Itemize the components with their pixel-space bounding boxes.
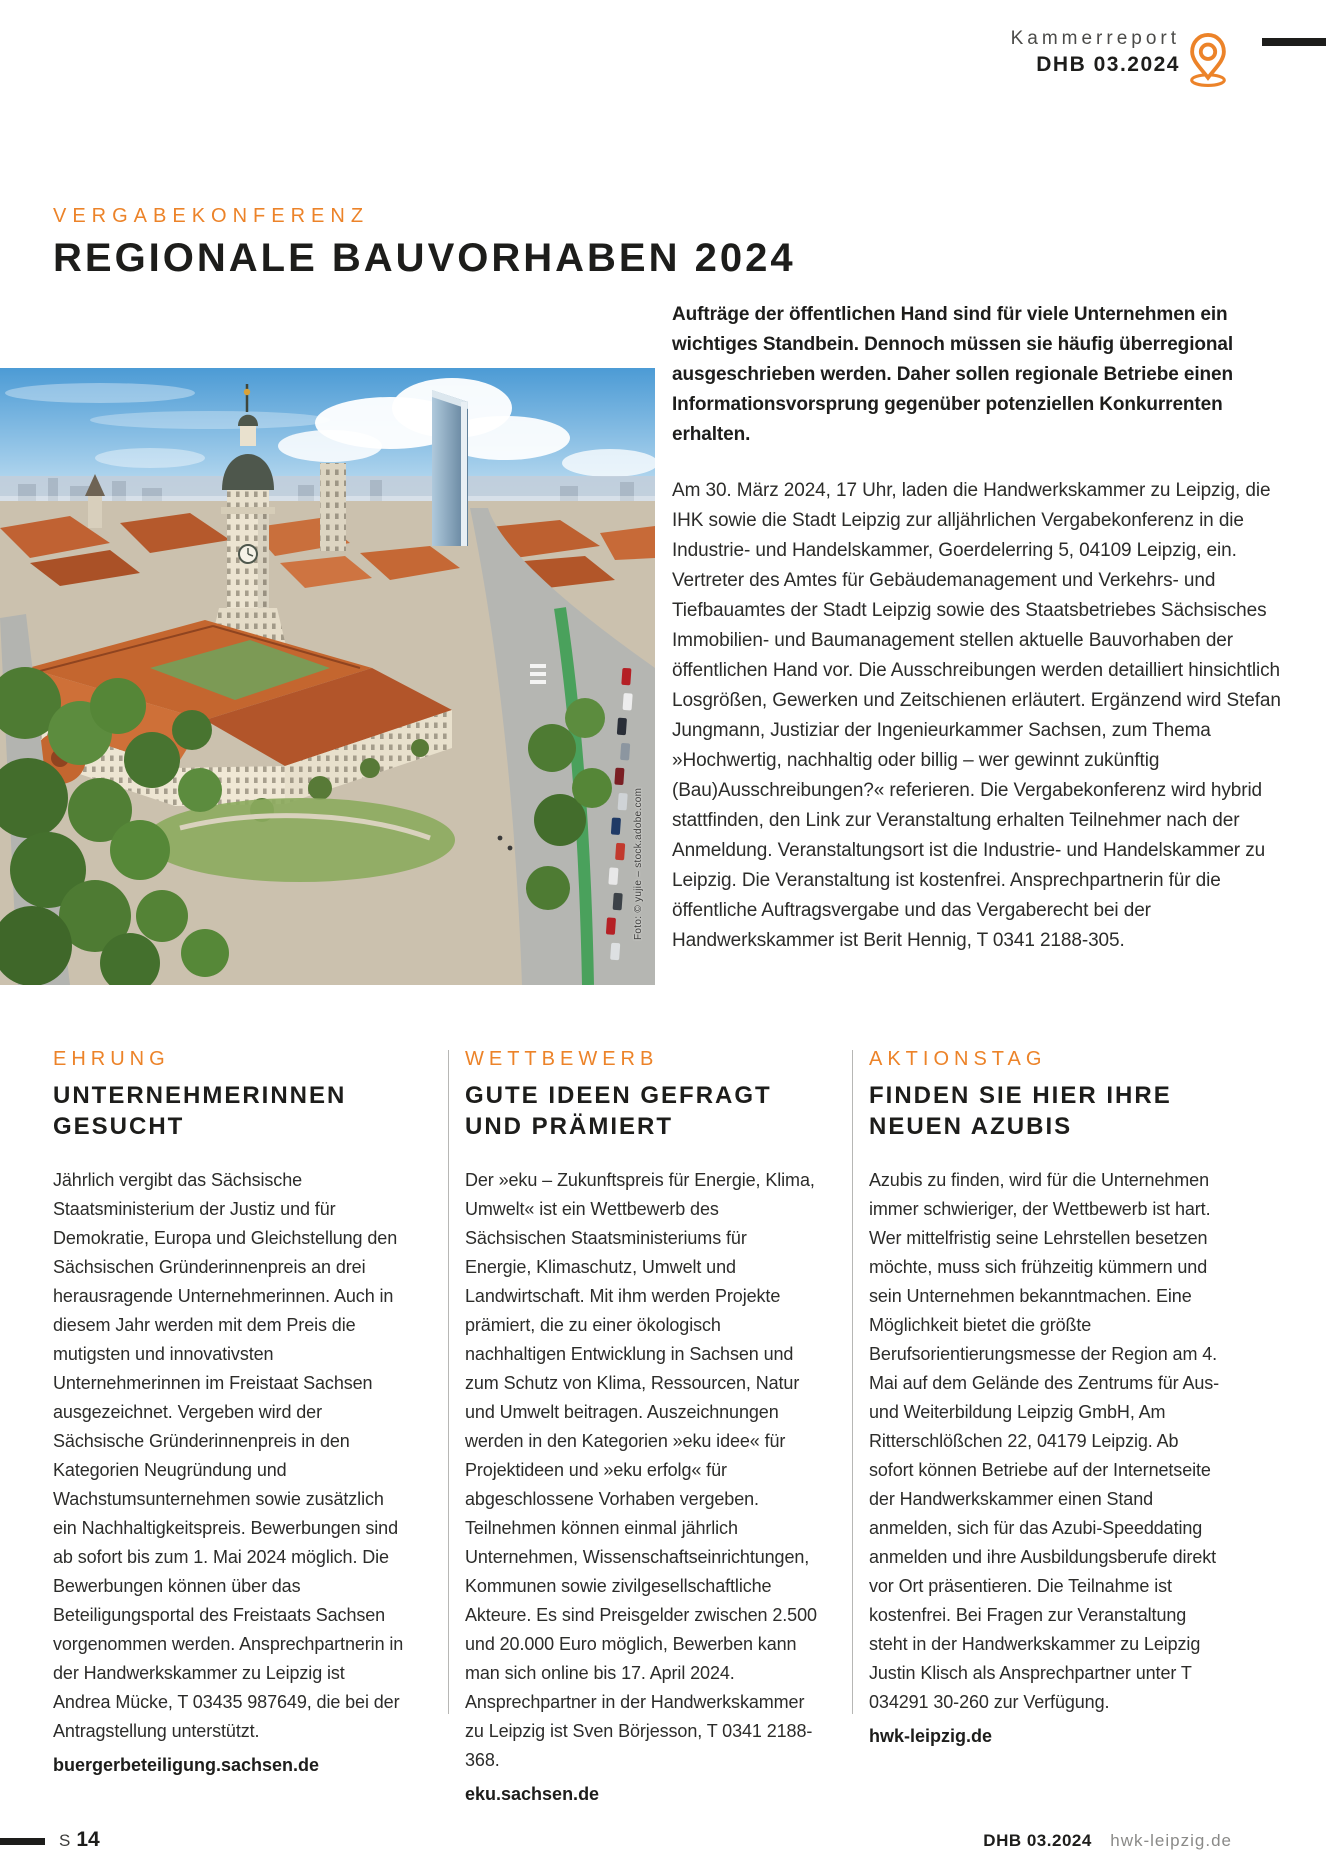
article-text-column <box>672 300 1290 956</box>
footer-website-link[interactable]: hwk-leipzig.de <box>1110 1831 1232 1850</box>
section-link[interactable]: buergerbeteiligung.sachsen.de <box>53 1755 320 1775</box>
section-link[interactable]: eku.sachsen.de <box>465 1784 600 1804</box>
column-divider <box>852 1050 853 1714</box>
section-kicker: WETTBEWERB <box>465 1048 659 1070</box>
header-issue: DHB 03.2024 <box>1036 53 1180 76</box>
page-number-value: 14 <box>76 1828 100 1851</box>
section-wettbewerb <box>465 1048 817 1809</box>
column-divider <box>448 1050 449 1714</box>
article-kicker: VERGABEKONFERENZ <box>53 205 370 227</box>
article-intro: Aufträge der öffentlichen Hand sind für viele Unternehmen ein wichtiges Standbein. Dennoch müssen sie häufig überregional ausgeschrieben werden. Daher sollen regionale Betriebe einen Informationsvorsprung gegenüber potenziellen Konkurrenten erhalten. <box>672 304 1234 445</box>
section-title: FINDEN SIE HIER IHRE NEUEN AZUBIS <box>869 1082 1172 1140</box>
article-body: Am 30. März 2024, 17 Uhr, laden die Handwerkskammer zu Leipzig, die IHK sowie die Stadt Leipzig zur alljährlichen Vergabekonferenz in die Industrie- und Handelskammer, Goerdelerring 5, 04109 Leipzig, ein. Vertreter des Amtes für Gebäudemanagement und Verkehrs- und Tiefbauamtes der Stadt Leipzig sowie des Staatsbetriebes Sächsisches Immobilien- und Baumanagement stellen aktuelle Bauvorhaben der öffentlichen Hand vor. Die Ausschreibungen werden detailliert hinsichtlich Losgrößen, Gewerken und Zeitschienen erläutert. Ergänzend wird Stefan Jungmann, Justiziar der Ingenieurkammer Sachsen, zum Thema »Hochwertig, nachhaltig oder billig – wer gewinnt zukünftig (Bau)Ausschreibungen?« referieren. Die Vergabekonferenz wird hybrid stattfinden, den Link zur Veranstaltung erhalten Teilnehmer nach der Anmeldung. Veranstaltungsort ist die Industrie- und Handelskammer zu Leipzig. Die Veranstaltung ist kostenfrei. Ansprechpartnerin für die öffentliche Auftragsvergabe und das Vergaberecht bei der Handwerkskammer ist Berit Hennig, T 0341 2188-305. <box>672 480 1281 951</box>
section-kicker: AKTIONSTAG <box>869 1048 1047 1070</box>
page-number <box>59 1828 100 1852</box>
footer-right <box>983 1831 1232 1851</box>
header-rule <box>1262 38 1326 46</box>
header-magazine-name: Kammerreport <box>1010 28 1180 49</box>
section-title: UNTERNEHMERINNEN GESUCHT <box>53 1082 347 1140</box>
leipzig-aerial-photo <box>0 368 655 985</box>
section-ehrung <box>53 1048 405 1780</box>
footer-rule <box>0 1838 45 1845</box>
location-pin-icon <box>1183 30 1233 88</box>
photo-credit: Foto: © yujie – stock.adobe.com <box>633 787 644 940</box>
section-aktionstag <box>869 1048 1225 1751</box>
section-body: Jährlich vergibt das Sächsische Staatsministerium der Justiz und für Demokratie, Europa und Gleichstellung den Sächsischen Gründerinnenpreis an drei herausragende Unternehmerinnen. Auch in diesem Jahr werden mit dem Preis die mutigsten und innovativsten Unternehmerinnen im Freistaat Sachsen ausgezeichnet. Vergeben wird der Sächsische Gründerinnenpreis in den Kategorien Neugründung und Wachstumsunternehmen sowie zusätzlich ein Nachhaltigkeitspreis. Bewerbungen sind ab sofort bis zum 1. Mai 2024 möglich. Die Bewerbungen können über das Beteiligungsportal des Freistaats Sachsen vorgenommen werden. Ansprechpartnerin in der Handwerkskammer zu Leipzig ist Andrea Mücke, T 03435 987649, die bei der Antragstellung unterstützt. <box>53 1170 404 1741</box>
section-body: Der »eku – Zukunftspreis für Energie, Klima, Umwelt« ist ein Wettbewerb des Sächsischen Staatsministeriums für Energie, Klimaschutz, Umwelt und Landwirtschaft. Mit ihm werden Projekte prämiert, die zu einer ökologisch nachhaltigen Entwicklung in Sachsen und zum Schutz von Klima, Ressourcen, Natur und Umwelt beitragen. Auszeichnungen werden in den Kategorien »eku idee« für Projektideen und »eku erfolg« für abgeschlossene Vorhaben vergeben. Teilnehmen können einmal jährlich Unternehmen, Wissenschaftseinrichtungen, Kommunen sowie zivilgesellschaftliche Akteure. Es sind Preisgelder zwischen 2.500 und 20.000 Euro möglich, Bewerben kann man sich online bis 17. April 2024. Ansprechpartner in der Handwerkskammer zu Leipzig ist Sven Börjesson, T 0341 2188-368. <box>465 1170 817 1770</box>
article-title: REGIONALE BAUVORHABEN 2024 <box>53 236 796 280</box>
section-kicker: EHRUNG <box>53 1048 170 1070</box>
section-title: GUTE IDEEN GEFRAGT UND PRÄMIERT <box>465 1082 772 1140</box>
section-body: Azubis zu finden, wird für die Unternehmen immer schwieriger, der Wettbewerb ist hart. Wer mittelfristig seine Lehrstellen besetzen möchte, muss sich frühzeitig kümmern und sein Unternehmen bekanntmachen. Eine Möglichkeit bietet die größte Berufsorientierungsmesse der Region am 4. Mai auf dem Gelände des Zentrums für Aus- und Weiterbildung Leipzig GmbH, Am Ritterschlößchen 22, 04179 Leipzig. Ab sofort können Betriebe auf der Internetseite der Handwerkskammer einen Stand anmelden, sich für das Azubi-Speeddating anmelden und ihre Ausbildungsberufe direkt vor Ort präsentieren. Die Teilnahme ist kostenfrei. Bei Fragen zur Veranstaltung steht in der Handwerkskammer zu Leipzig Justin Klisch als Ansprechpartner unter T 034291 30-260 zur Verfügung. <box>869 1170 1220 1712</box>
section-link[interactable]: hwk-leipzig.de <box>869 1726 993 1746</box>
page-prefix: S <box>59 1831 72 1850</box>
footer-issue: DHB 03.2024 <box>983 1831 1092 1850</box>
